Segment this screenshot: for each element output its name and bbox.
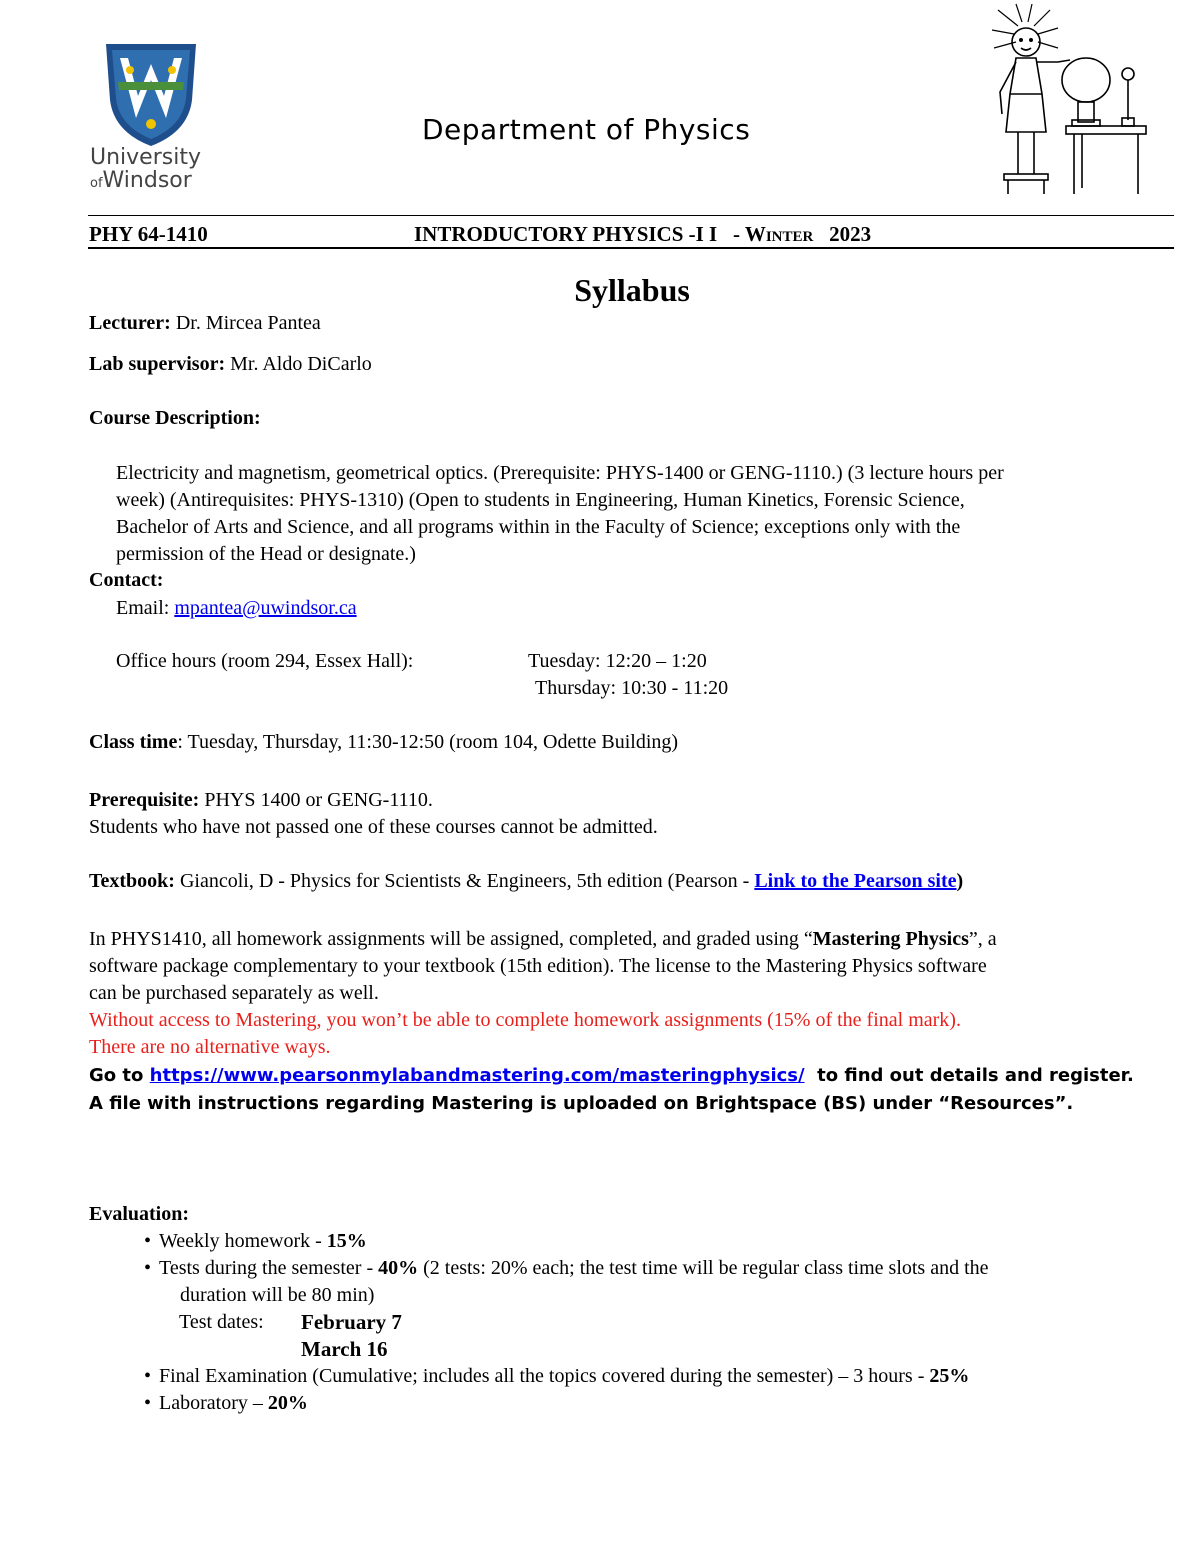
email-line: Email: mpantea@uwindsor.ca (116, 597, 357, 619)
course-code: PHY 64-1410 (89, 222, 208, 246)
course-description-line: week) (Antirequisites: PHYS-1310) (Open to students in Engineering, Human Kinetics, Forensic Science, (116, 489, 965, 511)
university-shield-icon (88, 40, 213, 150)
mastering-paragraph (89, 926, 1169, 1061)
evaluation-item-tests-cont: duration will be 80 min) (180, 1284, 375, 1306)
mastering-go-to-line: Go to https://www.pearsonmylabandmastering.com/masteringphysics/ to find out details and register. (89, 1065, 1134, 1086)
office-hours-thursday: Thursday: 10:30 - 11:20 (535, 677, 729, 699)
course-description-line: Electricity and magnetism, geometrical optics. (Prerequisite: PHYS-1400 or GENG-1110.) (3 lecture hours per (116, 462, 1004, 484)
mastering-line-1: In PHYS1410, all homework assignments will be assigned, completed, and graded using “Mastering Physics”, a (89, 928, 997, 950)
office-hours-label: Office hours (room 294, Essex Hall): (116, 650, 414, 672)
prerequisite-line: Prerequisite: PHYS 1400 or GENG-1110. (89, 789, 433, 811)
evaluation-list (0, 1228, 1200, 1417)
evaluation-item-final: • Final Examination (Cumulative; includes all the topics covered during the semester) – 3 hours - 25% (0, 1363, 1200, 1390)
test-dates-label: Test dates: (179, 1311, 264, 1333)
course-description-line: Bachelor of Arts and Science, and all programs within in the Faculty of Science; exceptions only with the (116, 516, 961, 538)
evaluation-heading: Evaluation: (89, 1203, 190, 1225)
mastering-line-2: software package complementary to your textbook (15th edition). The license to the Mastering Physics software (89, 955, 987, 977)
bullet-icon: • (144, 1230, 152, 1252)
bullet-icon: • (144, 1392, 152, 1414)
test-date-1: February 7 (301, 1310, 402, 1334)
mastering-line-3: can be purchased separately as well. (89, 982, 379, 1004)
pearson-site-link[interactable]: Link to the Pearson site (754, 870, 957, 892)
test-date-2: March 16 (301, 1337, 388, 1361)
department-title: Department of Physics (422, 113, 751, 146)
course-bar-bottom-rule (88, 247, 1174, 249)
mastering-warning-1: Without access to Mastering, you won’t be able to complete homework assignments (15% of the final mark). (89, 1009, 961, 1031)
course-description-line: permission of the Head or designate.) (116, 543, 416, 565)
office-hours-tuesday: Tuesday: 12:20 – 1:20 (528, 650, 707, 672)
contact-heading: Contact: (89, 569, 164, 591)
syllabus-title: Syllabus (574, 272, 690, 308)
textbook-line: Textbook: Giancoli, D - Physics for Scientists & Engineers, 5th edition (Pearson - Link to the Pearson site) (89, 870, 964, 892)
course-description-body (116, 433, 1176, 595)
mastering-file-note: A file with instructions regarding Mastering is uploaded on Brightspace (BS) under “Resources”. (89, 1093, 1074, 1114)
test-dates-row (0, 1309, 1200, 1336)
logo-text-university: University (90, 145, 201, 170)
course-title: INTRODUCTORY PHYSICS -I I - WINTER 2023 (414, 222, 872, 246)
test-dates-row-2 (0, 1336, 1200, 1363)
course-bar-top-rule (88, 215, 1174, 216)
lab-supervisor-line: Lab supervisor: Mr. Aldo DiCarlo (89, 353, 372, 375)
class-time-line: Class time: Tuesday, Thursday, 11:30-12:50 (room 104, Odette Building) (89, 731, 679, 753)
logo-text-windsor: ofWindsor (90, 168, 192, 193)
lecturer-line: Lecturer: Dr. Mircea Pantea (89, 312, 321, 334)
evaluation-item-homework: • Weekly homework - 15% (0, 1228, 1200, 1255)
scientist-with-van-de-graaff-icon (978, 2, 1148, 198)
course-description-heading: Course Description: (89, 407, 261, 429)
prerequisite-note: Students who have not passed one of these courses cannot be admitted. (89, 816, 658, 838)
bullet-icon: • (144, 1257, 152, 1279)
evaluation-item-lab: • Laboratory – 20% (0, 1390, 1200, 1417)
mastering-physics-link[interactable]: https://www.pearsonmylabandmastering.com/masteringphysics/ (149, 1065, 805, 1086)
university-logo (88, 40, 213, 195)
bullet-icon: • (144, 1365, 152, 1387)
email-link[interactable]: mpantea@uwindsor.ca (174, 597, 357, 619)
mastering-warning-2: There are no alternative ways. (89, 1036, 331, 1058)
evaluation-item-tests: • Tests during the semester - 40% (2 tests: 20% each; the test time will be regular class time slots and the (0, 1255, 1200, 1282)
physics-cartoon-image (978, 2, 1148, 198)
